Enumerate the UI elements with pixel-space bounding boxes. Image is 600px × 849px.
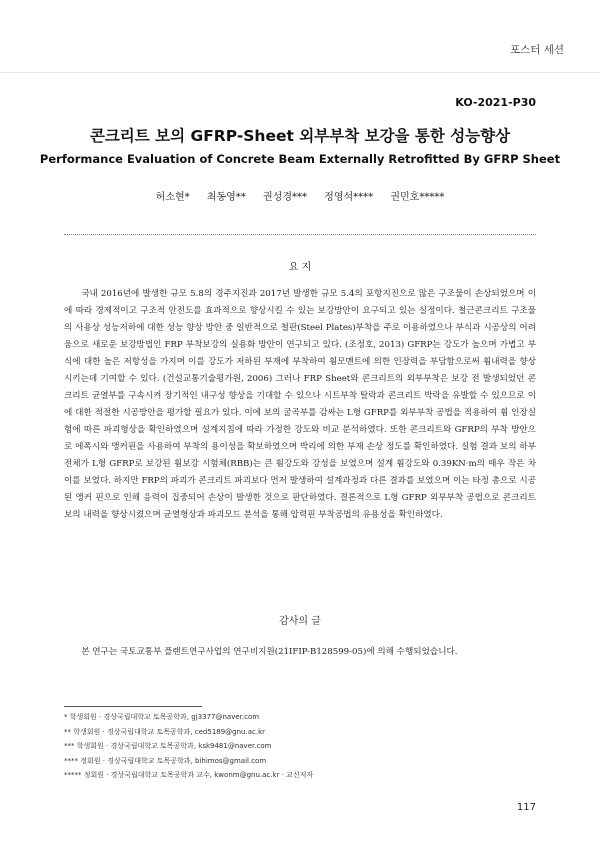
author-name: 최동영**: [206, 192, 246, 203]
author-name: 권성경***: [263, 192, 307, 203]
paper-title-korean: 콘크리트 보의 GFRP-Sheet 외부부착 보강을 통한 성능향상: [89, 127, 511, 145]
paper-code: KO-2021-P30: [455, 96, 536, 109]
author-list: [0, 188, 600, 203]
footnote-list: [64, 710, 313, 783]
acknowledgement-body: 본 연구는 국토교통부 플랜트연구사업의 연구비지원(21IFIP-B128599-05)에 의해 수행되었습니다.: [81, 647, 458, 657]
page-header: [0, 0, 600, 73]
author-name: 허소현*: [155, 192, 190, 203]
footnote-item: * 학생회원 · 경상국립대학교 토목공학과, gj3377@naver.com: [64, 713, 260, 721]
page-number: 117: [516, 802, 536, 813]
author-name: 정영석****: [324, 192, 374, 203]
footnote-item: ***** 정회원 · 경상국립대학교 토목공학과 교수, kwonm@gnu.ac.kr · 교신저자: [64, 771, 314, 779]
section-label: 포스터 세션: [509, 44, 564, 56]
abstract-body: 국내 2016년에 발생한 규모 5.8의 경주지진과 2017년 발생한 규모 5.4의 포항지진으로 많은 구조물이 손상되었으며 이에 따라 경제적이고 구조적 안전도를 효과적으로 향상시킬 수 있는 보강방안이 요구되고 있는 실정이다. 철근콘크리트 구조물의 사용상 성능저하에 대한 성능 향상 방안 중 일반적으로 철판(Steel Plates)부착을 주로 이용하였으나 부식과 시공상의 어려움으로 새로운 보강방법인 FRP 부착보강의 실용화 방안이 연구되고 있다. (조정호, 2013) GFRP는 강도가 높으며 가볍고 부식에 대한 높은 저항성을 가지며 이를 강도가 저하된 부재에 부착하여 휨모멘트에 의한 인장력을 부담함으로써 휨내력을 향상시키는데 기여할 수 있다. (건설교통기술평가원, 2006) 그러나 FRP Sheet와 콘크리트의 외부부착은 보강 전 발생되었던 콘크리트 균열부를 구속시켜 장기적인 내구성 향상을 기대할 수 있으나 시트부착 탈락과 콘크리트 박락을 유발할 수 있으므로 이에 대한 적절한 시공방안을 평가할 필요가 있다. 이에 보의 굴곡부를 감싸는 L형 GFRP를 외부부착 공법을 적용하여 휨 인장실험에 따른 파괴형상을 확인하였으며 설계지침에 따라 가정한 강도와 비교 분석하였다. 또한 콘크리트와 GFRP의 부착 방안으로 에폭시와 앵커핀을 사용하여 부착의 용이성을 확보하였으며 박리에 의한 부재 손상 정도를 확인하였다. 실험 결과 보의 하부 전체가 L형 GFRP로 보강된 휨보강 시험체(RBB)는 큰 휨강도와 강성을 보였으며 설계 휨강도와 0.39KN·m의 매우 작은 차이를 보였다. 하지만 FRP의 파괴가 콘크리트 파괴보다 먼저 발생하여 설계과정과 다른 결과를 보였으며 이는 타정 총으로 시공된 앵커 핀으로 인해 응력이 집중되어 손상이 발생한 것으로 판단하였다. 결론적으로 L형 GFRP 외부부착 공법으로 콘크리트 보의 내력을 향상시켰으며 균열형상과 파괴모드 분석을 통해 압력핀 부착공법의 유용성을 확인하였다.: [64, 289, 536, 520]
paper-title-english: Performance Evaluation of Concrete Beam Externally Retrofitted By GFRP Sheet: [39, 152, 561, 166]
footnote-rule: [64, 706, 202, 707]
footnote-item: **** 정회원 · 경상국립대학교 토목공학과, bihimos@gmail.com: [64, 756, 267, 765]
footnote-item: *** 학생회원 · 경상국립대학교 토목공학과, ksk9481@naver.com: [64, 742, 272, 750]
author-name: 권민호*****: [390, 192, 445, 203]
abstract-heading: 요 지: [288, 262, 312, 273]
section-divider: [64, 234, 536, 235]
acknowledgement-heading: 감사의 글: [279, 616, 321, 627]
footnote-item: ** 학생회원 · 경상국립대학교 토목공학과, ced5189@gnu.ac.kr: [64, 727, 266, 736]
